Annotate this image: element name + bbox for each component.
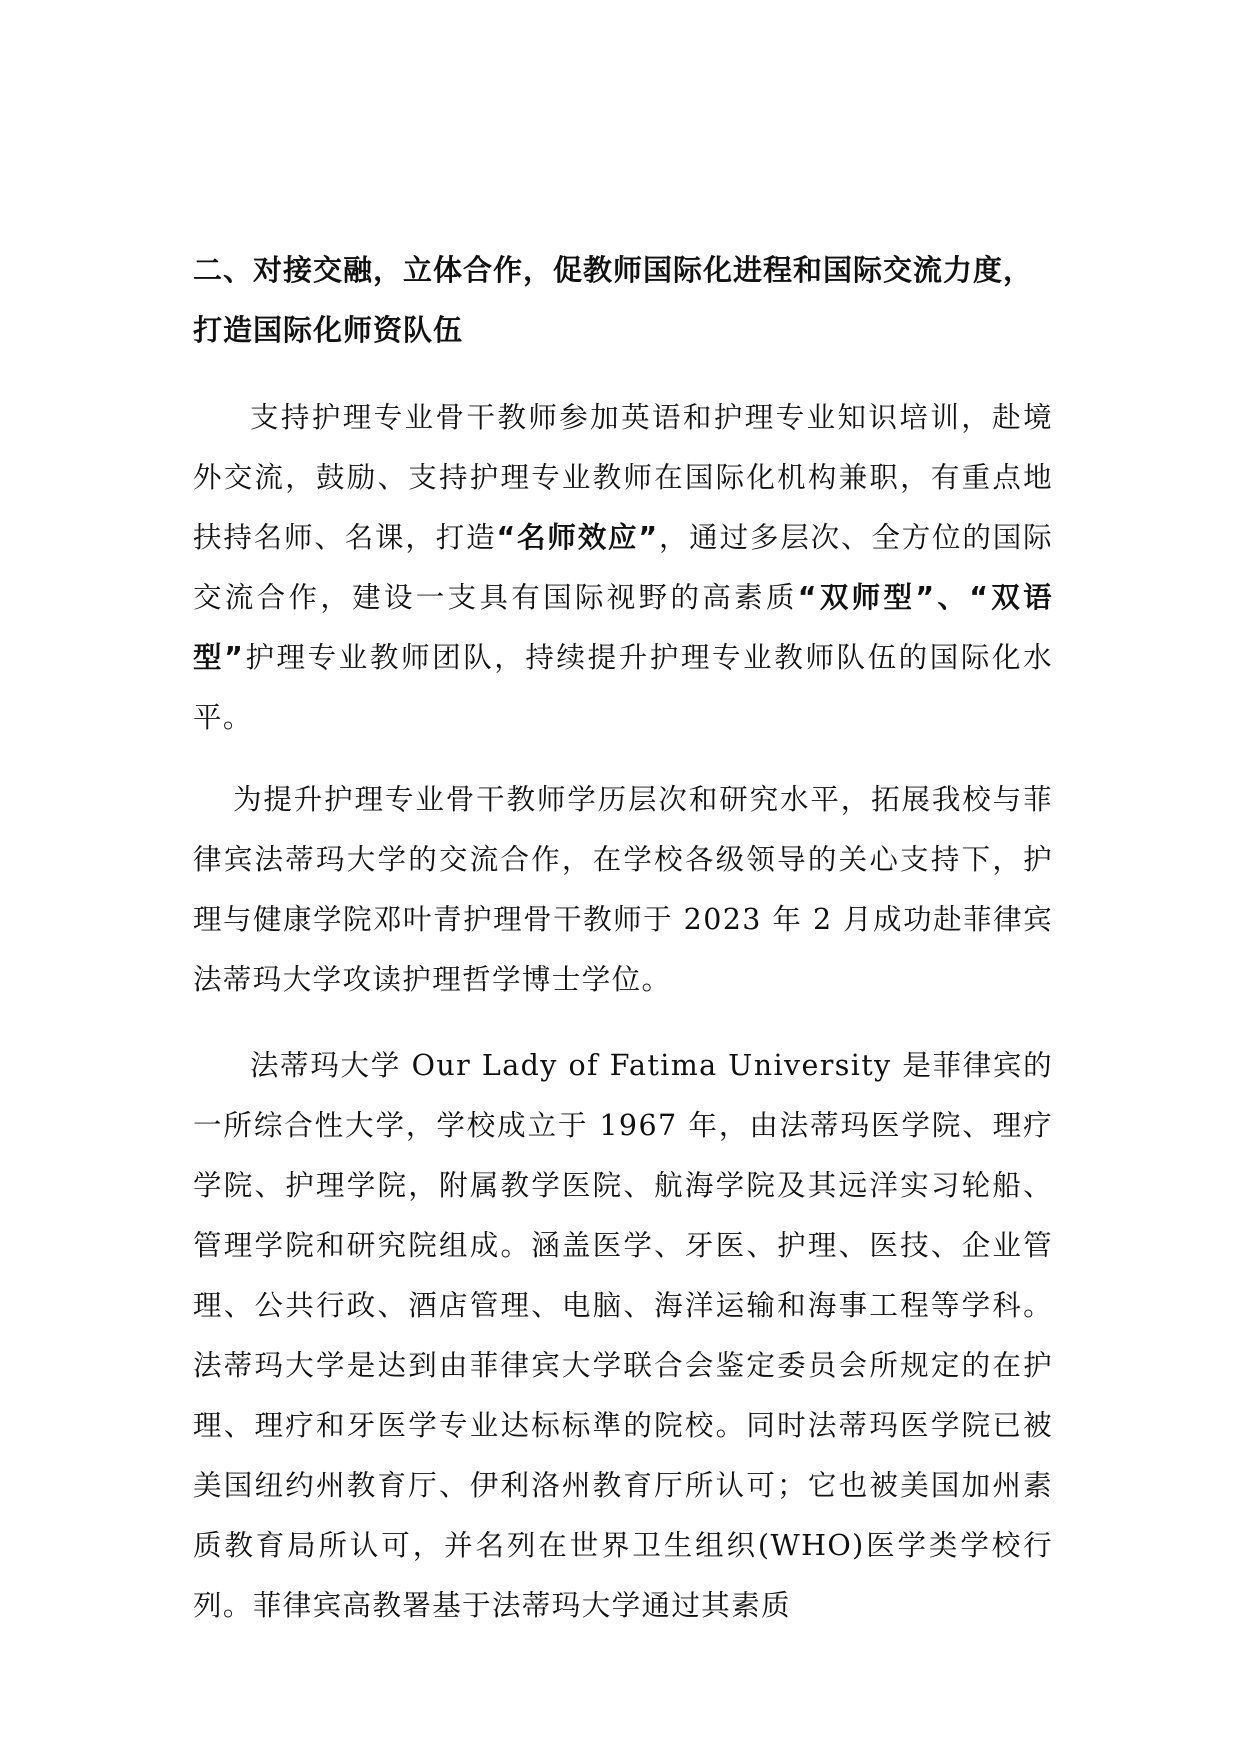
emphasis-famous-teacher-effect: “名师效应” <box>496 521 659 554</box>
section-heading: 二、对接交融，立体合作，促教师国际化进程和国际交流力度，打造国际化师资队伍 <box>193 253 1034 347</box>
paragraph-text: 护理专业教师团队，持续提升护理专业教师队伍的国际化水平。 <box>193 641 1054 734</box>
paragraph-text: ，通过多层次、全方位的国际交流合作，建设一支具有国际视野的高素质 <box>193 521 1053 614</box>
emphasis-dual-qualified: “双师型”、“双语型” <box>193 581 1053 674</box>
paragraph-fatima-university: 法蒂玛大学 Our Lady of Fatima University 是菲律宾的一所综合性大学，学校成立于 1967 年，由法蒂玛医学院、理疗学院、护理学院，附属教学医院、航海学院及其远洋实习轮船、管理学院和研究院组成。涵盖医学、牙医、护理、医技、企业管理、公共行政、酒店管理、电脑、海洋运输和海事工程等学科。法蒂玛大学是达到由菲律宾大学联合会鉴定委员会所规定的在护理、理疗和牙医学专业达标标準的院校。同时法蒂玛医学院已被美国纽约州教育厅、伊利洛州教育厅所认可；它也被美国加州素质教育局所认可，并名列在世界卫生组织(WHO)医学类学校行列。菲律宾高教署基于法蒂玛大学通过其素质 <box>193 1049 1053 1622</box>
document-page <box>193 240 1053 1658</box>
paragraph-phd-study: 为提升护理专业骨干教师学历层次和研究水平，拓展我校与菲律宾法蒂玛大学的交流合作，在学校各级领导的关心支持下，护理与健康学院邓叶青护理骨干教师于 2023 年 2 月成功赴菲律宾法蒂玛大学攻读护理哲学博士学位。 <box>193 783 1053 996</box>
paragraph-text: 支持护理专业骨干教师参加英语和护理专业知识培训，赴境外交流，鼓励、支持护理专业教师在国际化机构兼职，有重点地扶持名师、名课，打造 <box>193 401 1053 554</box>
paragraph-faculty-support <box>193 388 1053 748</box>
